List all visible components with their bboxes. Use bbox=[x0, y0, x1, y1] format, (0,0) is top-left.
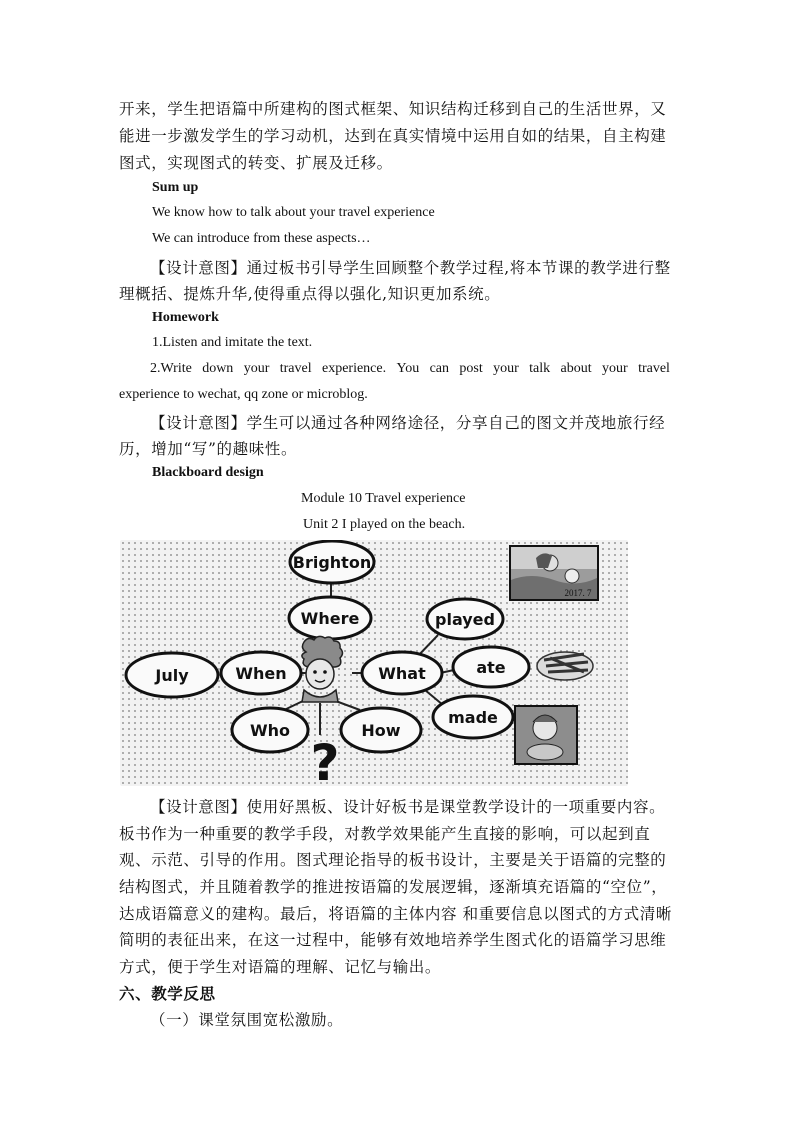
photo-date: 2017. 7 bbox=[564, 588, 592, 598]
design-intent-2-line-1: 【设计意图】学生可以通过各种网络途径，分享自己的图文并茂地旅行经 bbox=[150, 414, 666, 432]
homework-word: 2.Write bbox=[150, 361, 192, 376]
section-6-heading: 六、教学反思 bbox=[119, 984, 216, 1003]
blackboard-title-1: Module 10 Travel experience bbox=[301, 491, 466, 506]
design-intent-1-line-1: 【设计意图】通过板书引导学生回顾整个教学过程,将本节课的教学进行整 bbox=[150, 259, 671, 277]
label-when: When bbox=[235, 664, 287, 683]
blackboard-mindmap bbox=[120, 540, 628, 786]
girl-cartoon-icon bbox=[302, 636, 343, 702]
label-where: Where bbox=[300, 609, 360, 628]
homework-word: post bbox=[459, 361, 483, 376]
label-july: July bbox=[155, 666, 189, 685]
label-who: Who bbox=[249, 721, 291, 740]
homework-word: travel bbox=[279, 361, 312, 376]
child-photo-icon bbox=[515, 706, 577, 764]
blackboard-heading: Blackboard design bbox=[152, 465, 264, 480]
design-intent-3-line-2: 板书作为一种重要的教学手段，对教学效果能产生直接的影响，可以起到直 bbox=[119, 825, 651, 843]
homework-word: travel bbox=[638, 361, 670, 376]
label-what: What bbox=[378, 664, 426, 683]
homework-word: down bbox=[202, 361, 234, 376]
homework-word: talk bbox=[529, 361, 551, 376]
homework-word: experience. bbox=[321, 361, 387, 376]
label-ate: ate bbox=[476, 658, 506, 677]
food-icon bbox=[537, 652, 593, 680]
homework-item-1: 1.Listen and imitate the text. bbox=[152, 335, 313, 350]
homework-word: can bbox=[429, 361, 450, 376]
homework-item-2-line-1 bbox=[150, 361, 670, 377]
design-intent-3-line-1: 【设计意图】使用好黑板、设计好板书是课堂教学设计的一项重要内容。 bbox=[150, 798, 666, 816]
design-intent-1-line-2: 理概括、提炼升华,使得重点得以强化,知识更加系统。 bbox=[119, 285, 501, 303]
design-intent-3-line-5: 达成语篇意义的建构。最后，将语篇的主体内容 和重要信息以图式的方式清晰 bbox=[119, 905, 672, 923]
design-intent-3-line-3: 观、示范、引导的作用。图式理论指导的板书设计，主要是关于语篇的完整的 bbox=[119, 851, 667, 869]
homework-item-2-line-2: experience to wechat, qq zone or microblog. bbox=[119, 387, 368, 402]
label-brighton: Brighton bbox=[292, 553, 372, 572]
design-intent-2-line-2: 历，增加“写”的趣味性。 bbox=[119, 440, 298, 458]
design-intent-3-line-6: 简明的表征出来，在这一过程中，能够有效地培养学生图式化的语篇学习思维 bbox=[119, 931, 667, 949]
homework-word: your bbox=[243, 361, 270, 376]
question-mark: ? bbox=[310, 734, 340, 786]
beach-photo-icon bbox=[510, 546, 598, 600]
homework-heading: Homework bbox=[152, 310, 219, 325]
label-made: made bbox=[448, 708, 498, 727]
label-played: played bbox=[435, 610, 495, 629]
design-intent-3-line-4: 结构图式，并且随着教学的推进按语篇的发展逻辑，逐渐填充语篇的“空位”， bbox=[119, 878, 668, 896]
sumup-line-1: We know how to talk about your travel experience bbox=[152, 205, 435, 220]
label-how: How bbox=[361, 721, 401, 740]
sumup-heading: Sum up bbox=[152, 180, 199, 195]
homework-word: You bbox=[396, 361, 420, 376]
sumup-line-2: We can introduce from these aspects… bbox=[152, 231, 371, 246]
blackboard-title-2: Unit 2 I played on the beach. bbox=[303, 517, 466, 532]
section-6-sub-1: （一）课堂氛围宽松激励。 bbox=[150, 1011, 344, 1029]
intro-line-2: 能进一步激发学生的学习动机，达到在真实情境中运用自如的结果，自主构建 bbox=[119, 127, 667, 145]
homework-word: your bbox=[602, 361, 628, 376]
design-intent-3-line-7: 方式，便于学生对语篇的理解、记忆与输出。 bbox=[119, 958, 442, 976]
homework-word: your bbox=[493, 361, 519, 376]
intro-line-3: 图式，实现图式的转变、扩展及迁移。 bbox=[119, 154, 393, 172]
intro-line-1: 开来，学生把语篇中所建构的图式框架、知识结构迁移到自己的生活世界，又 bbox=[119, 100, 667, 118]
homework-word: about bbox=[560, 361, 592, 376]
